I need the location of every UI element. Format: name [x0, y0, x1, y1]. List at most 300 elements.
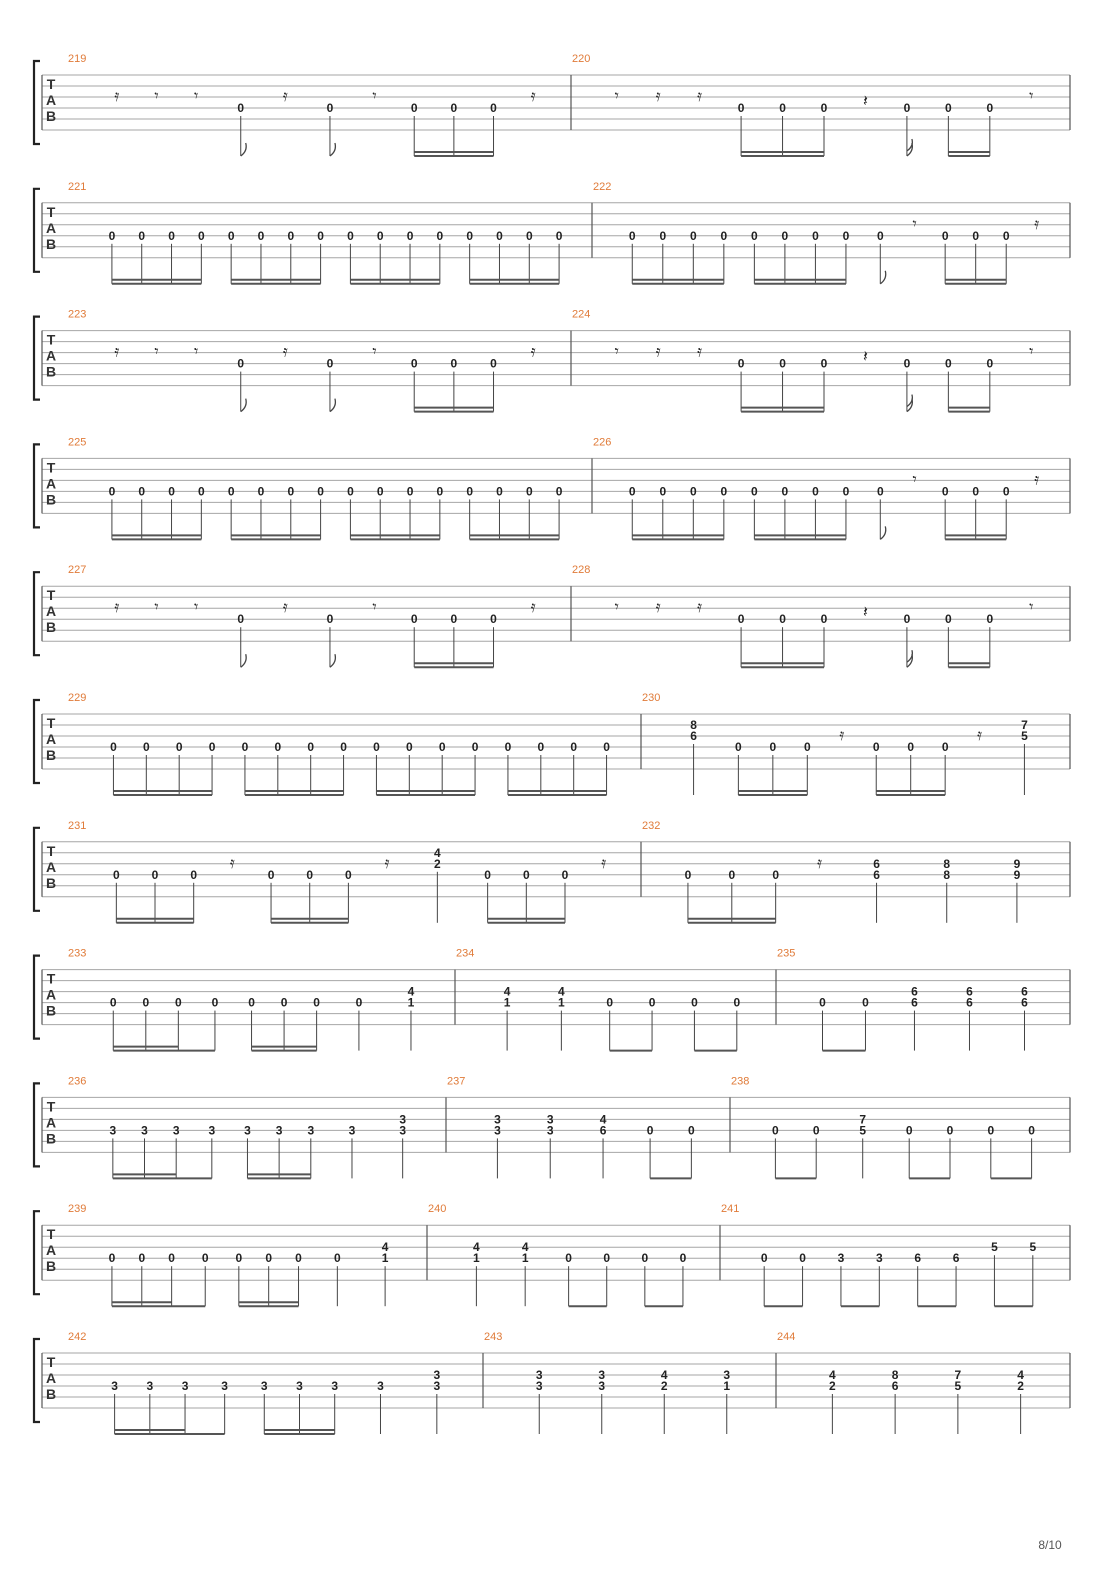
measure-number: 235 [777, 947, 796, 960]
fret-number: 3 [546, 1112, 554, 1127]
fret-number: 9 [1013, 867, 1021, 882]
fret-number: 2 [660, 1379, 668, 1393]
measure-number: 232 [642, 819, 661, 832]
fret-number: 5 [859, 1123, 867, 1138]
fret-number: 0 [306, 867, 314, 882]
tab-clef-letter: T [46, 715, 56, 731]
fret-number: 1 [723, 1379, 731, 1393]
fret-number: 0 [466, 228, 473, 243]
fret-number: 3 [535, 1379, 543, 1393]
measure-number: 224 [572, 308, 591, 321]
eighth-rest: 𝄾 [372, 341, 377, 361]
fret-number: 0 [555, 228, 563, 243]
fret-number: 0 [728, 867, 736, 882]
fret-number: 0 [175, 740, 183, 754]
fret-number: 0 [108, 1251, 116, 1266]
tab-clef-letter: B [45, 108, 57, 124]
fret-number: 0 [112, 867, 120, 882]
page-number: 8/10 [1038, 1538, 1062, 1552]
fret-number: 0 [972, 228, 980, 243]
measure-number: 230 [642, 692, 661, 704]
sixteenth-rest: 𝄿 [839, 725, 845, 744]
fret-number: 0 [803, 740, 811, 754]
fret-number: 3 [723, 1368, 731, 1382]
fret-number: 4 [829, 1368, 836, 1382]
sixteenth-rest: 𝄿 [817, 852, 822, 872]
fret-number: 0 [772, 1123, 779, 1138]
sixteenth-rest: 𝄿 [229, 852, 235, 872]
measure-number: 219 [68, 53, 87, 65]
fret-number: 0 [237, 356, 245, 371]
fret-number: 0 [267, 867, 275, 882]
fret-number: 0 [972, 484, 980, 499]
fret-number: 0 [490, 101, 497, 115]
measure-number: 222 [593, 180, 612, 193]
fret-number: 0 [410, 101, 418, 115]
fret-number: 0 [345, 867, 352, 882]
fret-number: 0 [737, 612, 745, 627]
fret-number: 3 [348, 1123, 356, 1138]
fret-number: 0 [628, 228, 636, 243]
tab-clef-letter: B [45, 363, 57, 380]
sixteenth-rest: 𝄿 [1034, 469, 1040, 489]
fret-number: 8 [943, 867, 951, 882]
fret-number: 3 [260, 1379, 268, 1393]
fret-number: 4 [599, 1112, 607, 1127]
fret-number: 2 [829, 1379, 836, 1393]
sixteenth-rest: 𝄿 [282, 86, 288, 105]
fret-number: 0 [313, 995, 320, 1010]
fret-number: 0 [406, 484, 414, 499]
sixteenth-rest: 𝄿 [530, 341, 536, 361]
fret-number: 0 [679, 1251, 687, 1266]
fret-number: 0 [684, 867, 692, 882]
fret-number: 0 [274, 740, 282, 754]
tab-system [34, 309, 1070, 412]
fret-number: 0 [606, 995, 614, 1010]
fret-number: 0 [820, 612, 828, 627]
fret-number: 0 [751, 484, 758, 499]
fret-number: 0 [257, 484, 265, 499]
fret-number: 1 [473, 1251, 480, 1266]
fret-number: 0 [941, 740, 949, 754]
fret-number: 0 [110, 740, 117, 754]
fret-number: 0 [450, 356, 458, 371]
fret-number: 3 [146, 1379, 154, 1393]
system-bracket [34, 828, 40, 911]
fret-number: 0 [812, 1123, 820, 1138]
measure-number: 237 [447, 1075, 466, 1088]
fret-number: 0 [211, 995, 219, 1010]
eighth-rest: 𝄾 [372, 86, 377, 105]
fret-number: 0 [307, 740, 315, 754]
tab-clef-letter: T [46, 1226, 56, 1243]
fret-number: 0 [317, 228, 324, 243]
fret-number: 0 [108, 228, 116, 243]
fret-number: 4 [558, 984, 565, 999]
fret-number: 0 [237, 612, 245, 627]
staff-lines [42, 1097, 1070, 1152]
fret-number: 1 [558, 995, 565, 1010]
quarter-rest: 𝄽 [863, 346, 868, 366]
fret-number: 0 [138, 1251, 146, 1266]
quarter-rest: 𝄽 [863, 602, 868, 622]
fret-number: 8 [943, 856, 951, 871]
fret-number: 0 [820, 356, 828, 371]
tab-system [34, 1075, 1070, 1178]
fret-number: 3 [181, 1379, 189, 1393]
system-bracket [34, 1339, 40, 1422]
fret-number: 0 [945, 356, 952, 371]
tab-clef-letter: A [45, 1370, 57, 1386]
fret-number: 0 [142, 740, 150, 754]
measure-number: 242 [68, 1331, 87, 1343]
fret-number: 6 [952, 1251, 960, 1266]
measure-number: 240 [428, 1203, 447, 1216]
sixteenth-rest: 𝄿 [697, 597, 703, 617]
fret-number: 3 [399, 1112, 407, 1127]
fret-number: 0 [109, 995, 117, 1010]
fret-number: 6 [911, 984, 918, 999]
sixteenth-rest: 𝄿 [977, 725, 983, 744]
fret-number: 0 [484, 867, 491, 882]
sixteenth-rest: 𝄿 [655, 341, 661, 361]
fret-number: 0 [603, 1251, 611, 1266]
fret-number: 0 [941, 484, 949, 499]
tab-clef-letter: T [46, 459, 56, 476]
fret-number: 0 [406, 228, 414, 243]
fret-number: 0 [733, 995, 741, 1010]
fret-number: 0 [138, 228, 146, 243]
tab-clef-letter: A [45, 475, 57, 492]
sixteenth-rest: 𝄿 [697, 341, 703, 361]
fret-number: 0 [326, 356, 334, 371]
fret-number: 0 [280, 995, 288, 1010]
system-bracket [34, 189, 40, 272]
tab-clef-letter: A [45, 347, 57, 364]
tab-system [34, 1203, 1070, 1306]
measure-number: 220 [572, 53, 591, 65]
fret-number: 0 [1002, 484, 1010, 499]
fret-number: 6 [966, 995, 973, 1010]
fret-number: 0 [812, 484, 819, 499]
fret-number: 0 [903, 356, 911, 371]
fret-number: 3 [111, 1379, 118, 1393]
fret-number: 0 [201, 1251, 209, 1266]
eighth-rest: 𝄾 [1029, 86, 1034, 105]
fret-number: 0 [317, 484, 324, 499]
tab-clef-letter: B [45, 1258, 57, 1275]
fret-number: 4 [434, 845, 441, 860]
fret-number: 0 [779, 612, 786, 627]
fret-number: 0 [799, 1251, 806, 1266]
fret-number: 0 [522, 867, 530, 882]
fret-number: 0 [466, 484, 473, 499]
fret-number: 3 [109, 1123, 117, 1138]
fret-number: 0 [737, 356, 745, 371]
measure-number: 244 [777, 1331, 796, 1343]
measure-number: 241 [721, 1203, 740, 1216]
measure-number: 226 [593, 436, 612, 449]
eighth-rest: 𝄾 [154, 341, 159, 361]
fret-number: 3 [494, 1112, 501, 1127]
eighth-rest: 𝄾 [614, 86, 619, 105]
system-bracket [34, 444, 40, 527]
fret-number: 0 [347, 484, 354, 499]
fret-number: 0 [905, 1123, 913, 1138]
eighth-rest: 𝄾 [912, 469, 917, 489]
fret-number: 0 [987, 1123, 995, 1138]
fret-number: 1 [381, 1251, 389, 1266]
fret-number: 0 [525, 228, 533, 243]
fret-number: 0 [720, 228, 728, 243]
fret-number: 3 [141, 1123, 148, 1138]
fret-number: 0 [450, 612, 458, 627]
fret-number: 0 [779, 356, 786, 371]
fret-number: 0 [769, 740, 777, 754]
fret-number: 6 [873, 867, 880, 882]
eighth-rest: 𝄾 [912, 213, 917, 233]
fret-number: 0 [876, 484, 884, 499]
fret-number: 0 [142, 995, 150, 1010]
fret-number: 0 [438, 740, 446, 754]
sixteenth-rest: 𝄿 [601, 852, 607, 872]
fret-number: 6 [599, 1123, 607, 1138]
fret-number: 0 [287, 228, 295, 243]
fret-number: 0 [1002, 228, 1010, 243]
sixteenth-rest: 𝄿 [114, 597, 120, 617]
tab-clef-letter: A [45, 219, 57, 236]
system-bracket [34, 956, 40, 1039]
tab-clef-letter: A [45, 1242, 57, 1259]
fret-number: 0 [555, 484, 563, 499]
note-flag [880, 526, 885, 539]
fret-number: 0 [772, 867, 780, 882]
sixteenth-rest: 𝄿 [384, 852, 390, 872]
fret-number: 3 [598, 1368, 606, 1382]
fret-number: 0 [208, 740, 216, 754]
fret-number: 0 [986, 612, 994, 627]
fret-number: 0 [198, 228, 205, 243]
measure-number: 225 [68, 436, 87, 449]
fret-number: 0 [819, 995, 826, 1010]
fret-number: 3 [221, 1379, 228, 1393]
fret-number: 0 [946, 1123, 954, 1138]
fret-number: 2 [434, 856, 441, 871]
fret-number: 8 [891, 1368, 899, 1382]
tab-clef-letter: B [45, 491, 57, 508]
fret-number: 0 [689, 228, 697, 243]
fret-number: 0 [436, 228, 444, 243]
fret-number: 0 [659, 484, 667, 499]
fret-number: 0 [490, 612, 497, 627]
eighth-rest: 𝄾 [193, 597, 199, 617]
fret-number: 6 [911, 995, 918, 1010]
measure-number: 233 [68, 947, 87, 960]
fret-number: 6 [1021, 984, 1028, 999]
tab-clef-letter: A [45, 1114, 57, 1131]
fret-number: 3 [296, 1379, 303, 1393]
fret-number: 3 [875, 1251, 883, 1266]
fret-number: 0 [876, 228, 884, 243]
sixteenth-rest: 𝄿 [282, 597, 288, 617]
tab-system [34, 948, 1070, 1051]
tab-clef-letter: T [46, 76, 56, 92]
fret-number: 0 [376, 484, 384, 499]
fret-number: 3 [244, 1123, 251, 1138]
eighth-rest: 𝄾 [614, 597, 619, 617]
fret-number: 0 [287, 484, 295, 499]
fret-number: 0 [903, 101, 911, 115]
system-bracket [34, 572, 40, 655]
fret-number: 0 [373, 740, 380, 754]
fret-number: 0 [450, 101, 458, 115]
fret-number: 0 [326, 612, 334, 627]
fret-number: 7 [1021, 718, 1028, 732]
sixteenth-rest: 𝄿 [114, 86, 120, 105]
fret-number: 0 [257, 228, 265, 243]
fret-number: 0 [235, 1251, 243, 1266]
fret-number: 0 [151, 867, 159, 882]
fret-number: 6 [966, 984, 973, 999]
fret-number: 4 [473, 1240, 480, 1255]
sixteenth-rest: 𝄿 [114, 341, 120, 361]
tab-system [34, 564, 1070, 667]
tab-clef-letter: B [45, 747, 57, 763]
fret-number: 0 [737, 101, 745, 115]
fret-number: 0 [410, 356, 418, 371]
fret-number: 0 [174, 995, 182, 1010]
tab-system [34, 1331, 1070, 1434]
tab-system [34, 820, 1070, 923]
fret-number: 3 [546, 1123, 554, 1138]
fret-number: 0 [691, 995, 698, 1010]
fret-number: 0 [436, 484, 444, 499]
fret-number: 4 [407, 984, 415, 999]
sixteenth-rest: 𝄿 [1034, 213, 1040, 233]
fret-number: 0 [168, 484, 175, 499]
fret-number: 0 [907, 740, 915, 754]
fret-number: 3 [837, 1251, 845, 1266]
fret-number: 4 [660, 1368, 668, 1382]
fret-number: 0 [735, 740, 742, 754]
fret-number: 0 [561, 867, 569, 882]
fret-number: 0 [237, 101, 245, 115]
eighth-rest: 𝄾 [154, 597, 159, 617]
measure-number: 228 [572, 564, 591, 577]
fret-number: 0 [295, 1251, 302, 1266]
tab-clef-letter: B [45, 1386, 57, 1402]
system-bracket [34, 700, 40, 783]
fret-number: 0 [537, 740, 545, 754]
sixteenth-rest: 𝄿 [530, 597, 536, 617]
system-bracket [34, 1211, 40, 1294]
eighth-rest: 𝄾 [154, 86, 159, 105]
fret-number: 8 [690, 718, 697, 732]
tab-clef-letter: B [45, 619, 57, 636]
fret-number: 3 [494, 1123, 501, 1138]
fret-number: 0 [603, 740, 610, 754]
fret-number: 0 [496, 228, 503, 243]
measure-number: 238 [731, 1075, 750, 1088]
measure-number: 239 [68, 1203, 87, 1216]
fret-number: 0 [340, 740, 347, 754]
system-bracket [34, 61, 40, 144]
fret-number: 0 [1028, 1123, 1035, 1138]
fret-number: 0 [198, 484, 205, 499]
fret-number: 3 [172, 1123, 180, 1138]
fret-number: 3 [399, 1123, 407, 1138]
fret-number: 6 [1021, 995, 1028, 1010]
fret-number: 7 [859, 1112, 867, 1127]
eighth-rest: 𝄾 [372, 597, 377, 617]
fret-number: 0 [471, 740, 479, 754]
tab-clef-letter: B [45, 1130, 57, 1147]
fret-number: 0 [227, 228, 235, 243]
quarter-rest: 𝄽 [863, 91, 868, 110]
eighth-rest: 𝄾 [1029, 341, 1034, 361]
note-flag [241, 654, 246, 667]
fret-number: 0 [248, 995, 255, 1010]
fret-number: 0 [227, 484, 235, 499]
fret-number: 0 [842, 484, 850, 499]
tab-clef-letter: T [46, 587, 56, 604]
fret-number: 5 [1029, 1240, 1037, 1255]
fret-number: 3 [377, 1379, 384, 1393]
fret-number: 4 [381, 1240, 389, 1255]
fret-number: 7 [954, 1368, 962, 1382]
fret-number: 0 [496, 484, 503, 499]
fret-number: 3 [275, 1123, 283, 1138]
tab-clef-letter: T [46, 1354, 56, 1370]
tab-system [34, 436, 1070, 539]
eighth-rest: 𝄾 [193, 341, 199, 361]
fret-number: 3 [433, 1368, 441, 1382]
fret-number: 3 [535, 1368, 543, 1382]
fret-number: 5 [991, 1240, 998, 1255]
system-bracket [34, 317, 40, 400]
tab-clef-letter: A [45, 92, 57, 108]
sixteenth-rest: 𝄿 [655, 597, 661, 617]
fret-number: 9 [1013, 856, 1021, 871]
fret-number: 0 [265, 1251, 273, 1266]
fret-number: 0 [842, 228, 850, 243]
sixteenth-rest: 𝄿 [697, 86, 703, 105]
sixteenth-rest: 𝄿 [282, 341, 288, 361]
fret-number: 0 [986, 356, 994, 371]
fret-number: 0 [355, 995, 363, 1010]
fret-number: 0 [689, 484, 697, 499]
fret-number: 1 [521, 1251, 529, 1266]
tab-system [34, 692, 1070, 795]
fret-number: 6 [891, 1379, 899, 1393]
fret-number: 1 [407, 995, 415, 1010]
fret-number: 0 [760, 1251, 768, 1266]
system-bracket [34, 1083, 40, 1166]
sixteenth-rest: 𝄿 [530, 86, 536, 105]
fret-number: 6 [690, 729, 697, 743]
measure-number: 234 [456, 947, 475, 960]
fret-number: 0 [168, 228, 175, 243]
fret-number: 3 [433, 1379, 441, 1393]
fret-number: 0 [628, 484, 636, 499]
fret-number: 0 [334, 1251, 341, 1266]
fret-number: 0 [646, 1123, 654, 1138]
fret-number: 5 [1021, 729, 1028, 743]
measure-number: 236 [68, 1075, 87, 1088]
fret-number: 0 [688, 1123, 695, 1138]
measure-number: 243 [484, 1331, 503, 1343]
